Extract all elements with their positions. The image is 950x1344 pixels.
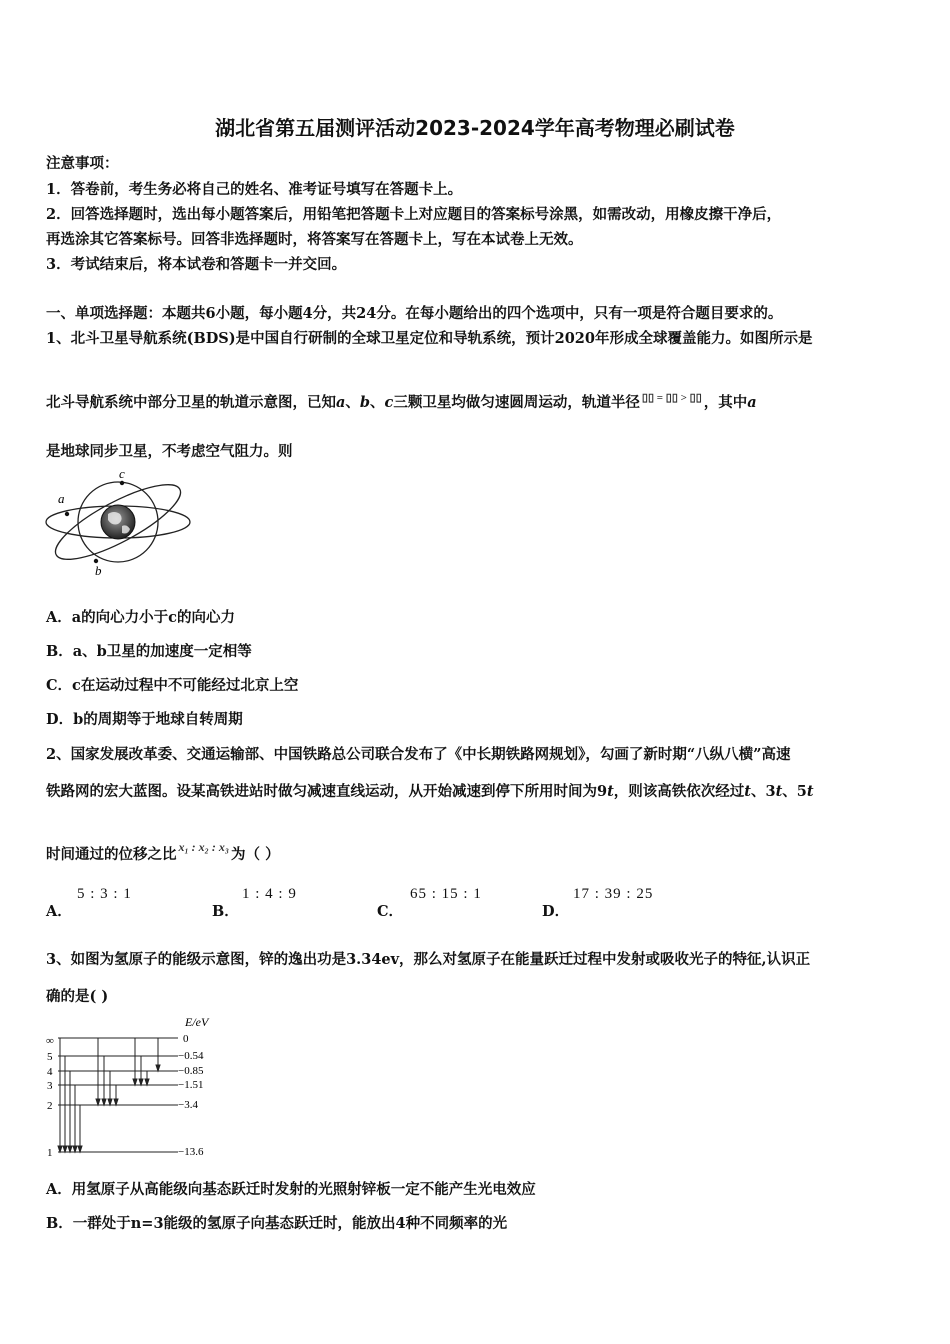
question-2-line3: [46, 840, 280, 864]
level-n: ∞: [46, 1035, 54, 1047]
page-title: 湖北省第五届测评活动2023-2024学年高考物理必刷试卷: [215, 116, 735, 140]
var-c: c: [384, 394, 394, 411]
level-n: 5: [47, 1051, 53, 1063]
question-1-line3: 是地球同步卫星，不考虑空气阻力。则: [46, 443, 293, 460]
arrow-head: [96, 1099, 100, 1105]
arrow-head: [78, 1146, 82, 1152]
notice-item: 1．答卷前，考生务必将自己的姓名、准考证号填写在答题卡上。: [46, 181, 463, 198]
var-t: t: [806, 783, 814, 800]
label-a: a: [58, 491, 65, 506]
q2-text: ，则该高铁依次经过: [613, 783, 745, 800]
q2-option-c-value: 65 : 15 : 1: [410, 886, 482, 902]
q2-option-d-value: 17 : 39 : 25: [573, 886, 654, 902]
var-t: t: [775, 783, 783, 800]
level-n: 4: [47, 1066, 53, 1078]
q2-text: 为（ ）: [231, 846, 280, 863]
level-n: 2: [47, 1100, 53, 1112]
question-3-line1: 3、如图为氢原子的能级示意图，锌的逸出功是3.34ev，那么对氢原子在能量跃迁过程中发射或吸收光子的特征,认识正: [46, 951, 811, 968]
q1-text: 北斗导航系统中部分卫星的轨道示意图，已知: [46, 394, 336, 411]
level-energy: −0.85: [178, 1065, 204, 1077]
q1-option-a: A．a的向心力小于c的向心力: [46, 609, 235, 626]
question-3-line2: 确的是( ): [46, 988, 109, 1005]
q2-option-d-label: D．: [542, 903, 570, 920]
q1-sep: 、: [345, 394, 360, 411]
q2-text: 铁路网的宏大蓝图。设某高铁进站时做匀减速直线运动，从开始减速到停下所用时间为9: [46, 783, 608, 800]
radius-formula: ▯▯ = ▯▯ > ▯▯: [641, 392, 702, 404]
q2-option-a-label: A．: [46, 903, 72, 920]
level-n: 3: [47, 1080, 53, 1092]
notice-item: 再选涂其它答案标号。回答非选择题时，将答案写在答题卡上，写在本试卷上无效。: [46, 231, 583, 248]
notice-item: 2．回答选择题时，选出每小题答案后，用铅笔把答题卡上对应题目的答案标号涂黑，如需改动，用橡皮擦干净后，: [46, 206, 782, 223]
energy-level-diagram: [40, 1012, 230, 1162]
level-n: 1: [47, 1147, 53, 1159]
label-b: b: [95, 563, 102, 578]
q2-option-a-value: 5 : 3 : 1: [77, 886, 132, 902]
arrow-head: [108, 1099, 112, 1105]
var-t: t: [744, 783, 751, 800]
q1-option-c: C．c在运动过程中不可能经过北京上空: [46, 677, 299, 694]
level-energy: −0.54: [178, 1050, 204, 1062]
arrow-head: [63, 1146, 67, 1152]
notice-heading: 注意事项：: [46, 155, 119, 172]
q2-sep: 、5: [782, 783, 807, 800]
arrow-head: [68, 1146, 72, 1152]
satellite-c: [120, 481, 124, 485]
label-c: c: [119, 470, 125, 481]
var-a: a: [747, 394, 757, 411]
question-2-line1: 2、国家发展改革委、交通运输部、中国铁路总公司联合发布了《中长期铁路网规划》，勾画了新时期“八纵八横”高速: [46, 746, 791, 763]
q2-option-b-label: B．: [212, 903, 239, 920]
level-energy: −1.51: [178, 1079, 204, 1091]
question-1-line1: 1、北斗卫星导航系统(BDS)是中国自行研制的全球卫星定位和导轨系统，预计2020年形成全球覆盖能力。如图所示是: [46, 330, 813, 347]
arrow-head: [133, 1079, 137, 1085]
q2-text: 时间通过的位移之比: [46, 846, 177, 863]
notice-item: 3．考试结束后，将本试卷和答题卡一并交回。: [46, 256, 347, 273]
q1-option-b: B．a、b卫星的加速度一定相等: [46, 643, 252, 660]
level-energy: 0: [183, 1033, 189, 1045]
var-t: t: [607, 783, 614, 800]
q3-option-b: B．一群处于n=3能级的氢原子向基态跃迁时，能放出4种不同频率的光: [46, 1215, 508, 1232]
arrow-head: [139, 1079, 143, 1085]
question-2-line2: [46, 780, 814, 801]
axis-label: E/eV: [185, 1015, 209, 1029]
arrow-head: [156, 1065, 160, 1071]
section-heading: 一、单项选择题：本题共6小题，每小题4分，共24分。在每小题给出的四个选项中，只有一项是符合题目要求的。: [46, 305, 783, 322]
q1-text: ，其中: [703, 394, 748, 411]
displacement-ratio: x₁ : x₂ : x₃: [178, 840, 230, 854]
q2-option-b-value: 1 : 4 : 9: [242, 886, 297, 902]
arrow-head: [58, 1146, 62, 1152]
level-energy: −13.6: [178, 1146, 204, 1158]
arrow-head: [73, 1146, 77, 1152]
q1-text: 三颗卫星均做匀速圆周运动，轨道半径: [393, 394, 640, 411]
arrow-head: [145, 1079, 149, 1085]
var-a: a: [336, 394, 346, 411]
q3-option-a: A．用氢原子从高能级向基态跃迁时发射的光照射锌板一定不能产生光电效应: [46, 1181, 536, 1198]
orbit-figure: [40, 470, 200, 580]
arrow-head: [102, 1099, 106, 1105]
q2-option-c-label: C．: [377, 903, 404, 920]
q1-sep: 、: [370, 394, 385, 411]
level-energy: −3.4: [178, 1099, 198, 1111]
q2-sep: 、3: [751, 783, 776, 800]
q1-option-d: D．b的周期等于地球自转周期: [46, 711, 243, 728]
question-1-line2: [46, 391, 757, 412]
arrow-head: [114, 1099, 118, 1105]
var-b: b: [359, 394, 371, 411]
satellite-a: [65, 512, 69, 516]
